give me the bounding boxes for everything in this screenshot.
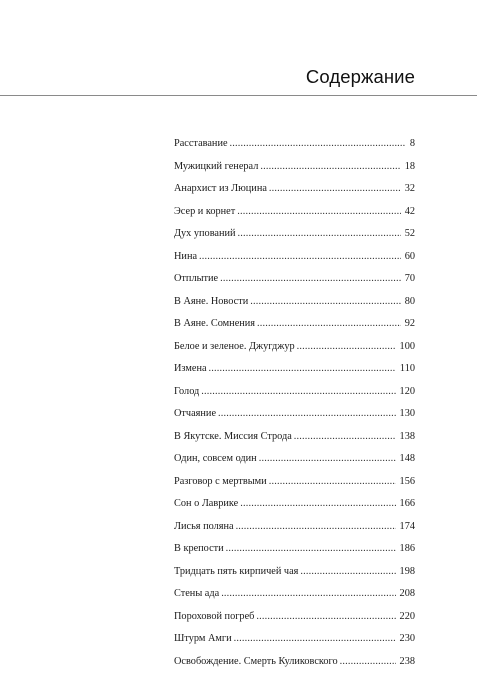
toc-entry xyxy=(174,655,415,677)
toc-entry xyxy=(174,452,415,475)
table-of-contents xyxy=(174,137,415,677)
toc-dot-leader xyxy=(218,407,396,421)
title-divider xyxy=(0,95,477,96)
toc-dot-leader xyxy=(201,385,395,399)
toc-entry xyxy=(174,520,415,543)
toc-entry-title: В крепости xyxy=(174,542,224,556)
toc-entry-page-number: 166 xyxy=(400,497,415,511)
toc-entry xyxy=(174,227,415,250)
toc-entry-page-number: 174 xyxy=(400,520,415,534)
toc-entry xyxy=(174,272,415,295)
toc-entry xyxy=(174,610,415,633)
toc-entry-title: Дух упований xyxy=(174,227,236,241)
toc-dot-leader xyxy=(259,452,396,466)
toc-entry-title: Расставание xyxy=(174,137,228,151)
toc-dot-leader xyxy=(230,137,406,151)
toc-entry-page-number: 238 xyxy=(400,655,415,669)
toc-entry-page-number: 60 xyxy=(405,250,415,264)
toc-entry-page-number: 130 xyxy=(400,407,415,421)
toc-dot-leader xyxy=(250,295,400,309)
toc-entry-title: Стены ада xyxy=(174,587,219,601)
toc-entry xyxy=(174,430,415,453)
toc-entry-title: В Аяне. Новости xyxy=(174,295,248,309)
toc-entry xyxy=(174,295,415,318)
toc-entry-page-number: 70 xyxy=(405,272,415,286)
toc-entry-title: Освобождение. Смерть Куликовского xyxy=(174,655,338,669)
toc-entry xyxy=(174,137,415,160)
toc-entry-page-number: 18 xyxy=(405,160,415,174)
toc-dot-leader xyxy=(340,655,396,669)
toc-entry-title: Штурм Амги xyxy=(174,632,232,646)
toc-entry-page-number: 32 xyxy=(405,182,415,196)
toc-dot-leader xyxy=(294,430,396,444)
toc-entry-title: В Якутске. Миссия Строда xyxy=(174,430,292,444)
toc-entry-page-number: 8 xyxy=(410,137,415,151)
toc-entry-page-number: 110 xyxy=(400,362,415,376)
toc-dot-leader xyxy=(269,182,401,196)
toc-dot-leader xyxy=(260,160,400,174)
toc-dot-leader xyxy=(297,340,396,354)
toc-dot-leader xyxy=(300,565,395,579)
toc-entry xyxy=(174,250,415,273)
toc-dot-leader xyxy=(199,250,401,264)
toc-entry-title: Пороховой погреб xyxy=(174,610,254,624)
toc-entry-title: Отплытие xyxy=(174,272,218,286)
toc-entry xyxy=(174,385,415,408)
toc-entry-page-number: 138 xyxy=(400,430,415,444)
toc-entry-title: Сон о Лаврике xyxy=(174,497,238,511)
toc-entry-page-number: 80 xyxy=(405,295,415,309)
toc-entry-title: Измена xyxy=(174,362,207,376)
toc-entry xyxy=(174,160,415,183)
toc-entry-page-number: 92 xyxy=(405,317,415,331)
page-title: Содержание xyxy=(306,66,415,88)
toc-dot-leader xyxy=(226,542,396,556)
toc-entry-title: Разговор с мертвыми xyxy=(174,475,267,489)
toc-entry-page-number: 120 xyxy=(400,385,415,399)
toc-entry xyxy=(174,317,415,340)
toc-dot-leader xyxy=(257,317,401,331)
toc-entry-page-number: 208 xyxy=(400,587,415,601)
toc-entry-title: Тридцать пять кирпичей чая xyxy=(174,565,298,579)
toc-entry xyxy=(174,565,415,588)
toc-entry xyxy=(174,632,415,655)
toc-entry-title: Один, совсем один xyxy=(174,452,257,466)
toc-entry-title: Анархист из Люцина xyxy=(174,182,267,196)
toc-entry-page-number: 230 xyxy=(400,632,415,646)
toc-entry xyxy=(174,182,415,205)
toc-dot-leader xyxy=(256,610,395,624)
toc-entry xyxy=(174,340,415,363)
toc-entry xyxy=(174,205,415,228)
toc-entry-title: Голод xyxy=(174,385,199,399)
toc-dot-leader xyxy=(220,272,401,286)
toc-entry xyxy=(174,407,415,430)
toc-entry-title: Мужицкий генерал xyxy=(174,160,258,174)
toc-entry-page-number: 220 xyxy=(400,610,415,624)
toc-entry-title: В Аяне. Сомнения xyxy=(174,317,255,331)
toc-entry-title: Нина xyxy=(174,250,197,264)
toc-entry-title: Лисья поляна xyxy=(174,520,234,534)
toc-entry-title: Эсер и корнет xyxy=(174,205,235,219)
toc-dot-leader xyxy=(237,205,400,219)
toc-entry-title: Отчаяние xyxy=(174,407,216,421)
toc-entry-page-number: 52 xyxy=(405,227,415,241)
toc-entry xyxy=(174,497,415,520)
toc-entry-page-number: 156 xyxy=(400,475,415,489)
toc-entry-page-number: 148 xyxy=(400,452,415,466)
toc-entry xyxy=(174,362,415,385)
toc-dot-leader xyxy=(234,632,396,646)
toc-dot-leader xyxy=(240,497,395,511)
toc-entry-page-number: 198 xyxy=(400,565,415,579)
toc-entry xyxy=(174,587,415,610)
toc-entry-page-number: 42 xyxy=(405,205,415,219)
toc-entry-title: Белое и зеленое. Джугджур xyxy=(174,340,295,354)
toc-entry-page-number: 186 xyxy=(400,542,415,556)
toc-entry xyxy=(174,475,415,498)
toc-dot-leader xyxy=(269,475,396,489)
toc-dot-leader xyxy=(209,362,396,376)
toc-entry-page-number: 100 xyxy=(400,340,415,354)
toc-entry xyxy=(174,542,415,565)
toc-dot-leader xyxy=(238,227,401,241)
toc-dot-leader xyxy=(236,520,396,534)
toc-dot-leader xyxy=(221,587,395,601)
